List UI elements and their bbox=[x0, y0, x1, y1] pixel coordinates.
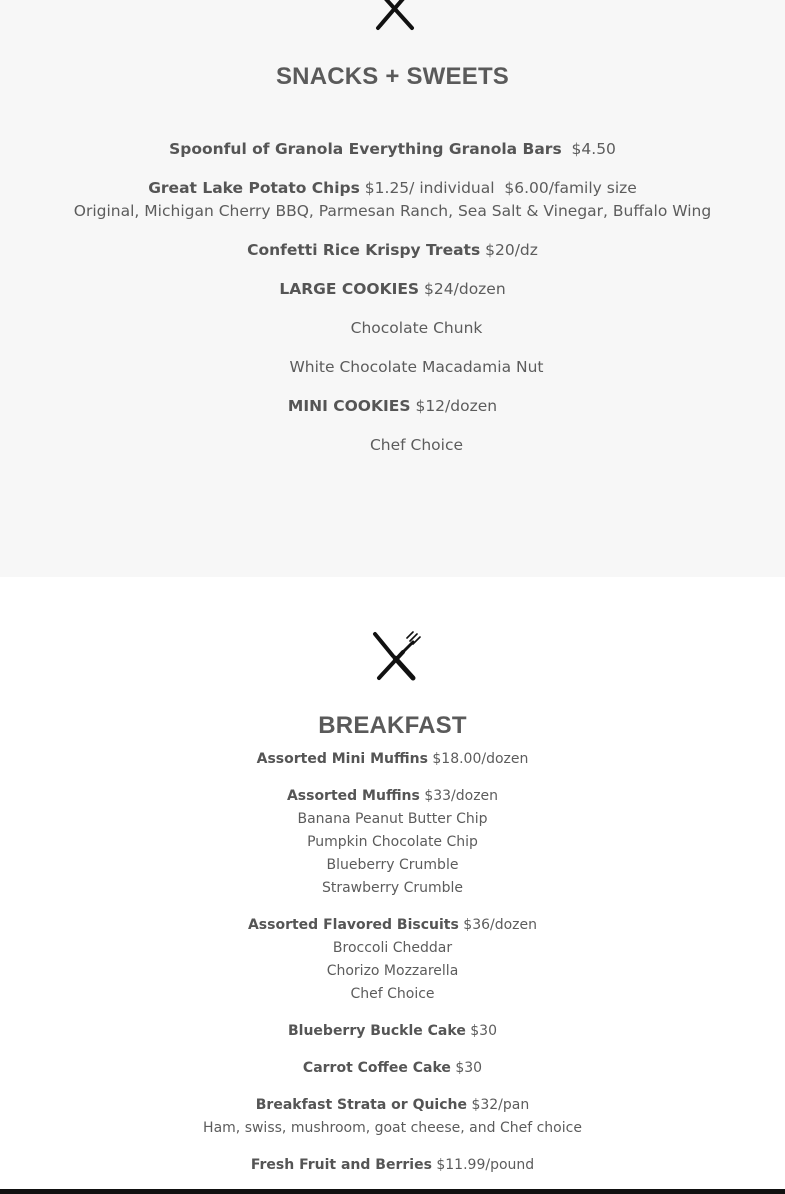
item-price: $20/dz bbox=[485, 241, 538, 259]
item-name: LARGE COOKIES bbox=[279, 280, 420, 298]
item-price: $24/dozen bbox=[424, 280, 506, 298]
section-title-breakfast: BREAKFAST bbox=[318, 712, 467, 739]
item-name: Assorted Muffins bbox=[286, 788, 420, 804]
item-description: Original, Michigan Cherry BBQ, Parmesan Ranch, Sea Salt & Vinegar, Buffalo Wing bbox=[73, 202, 712, 220]
item-price: $32/pan bbox=[471, 1097, 530, 1113]
menu-item bbox=[0, 1097, 785, 1113]
item-description: Ham, swiss, mushroom, goat cheese, and Chef choice bbox=[203, 1120, 582, 1136]
snacks-section bbox=[0, 0, 785, 577]
item-name: Spoonful of Granola Everything Granola Bars bbox=[169, 140, 562, 158]
item-option: Banana Peanut Butter Chip bbox=[297, 811, 488, 827]
item-price: $30 bbox=[455, 1060, 483, 1076]
menu-item bbox=[0, 1060, 785, 1076]
bottom-border bbox=[0, 1189, 785, 1194]
item-price: $33/dozen bbox=[424, 788, 499, 804]
menu-item bbox=[0, 917, 785, 933]
item-price: $18.00/dozen bbox=[432, 751, 529, 767]
item-name: Fresh Fruit and Berries bbox=[250, 1157, 432, 1173]
menu-item bbox=[0, 241, 785, 259]
item-price: $1.25/ individual $6.00/family size bbox=[364, 179, 637, 197]
item-name: Blueberry Buckle Cake bbox=[287, 1023, 466, 1039]
item-name: Assorted Mini Muffins bbox=[256, 751, 428, 767]
menu-item bbox=[0, 751, 785, 767]
item-option: Blueberry Crumble bbox=[326, 857, 459, 873]
item-name: Breakfast Strata or Quiche bbox=[255, 1097, 467, 1113]
item-option: Chef Choice bbox=[350, 986, 435, 1002]
item-price: $12/dozen bbox=[415, 397, 498, 415]
menu-item bbox=[0, 280, 785, 298]
item-option: Broccoli Cheddar bbox=[332, 940, 453, 956]
item-option: Chorizo Mozzarella bbox=[326, 963, 459, 979]
item-name: Great Lake Potato Chips bbox=[148, 179, 360, 197]
item-name: Confetti Rice Krispy Treats bbox=[247, 241, 481, 259]
item-option: Pumpkin Chocolate Chip bbox=[307, 834, 478, 850]
item-name: Carrot Coffee Cake bbox=[302, 1060, 451, 1076]
item-price: $4.50 bbox=[571, 140, 616, 158]
fork-knife-icon bbox=[369, 628, 425, 684]
menu-item bbox=[0, 179, 785, 197]
item-description: Chef Choice bbox=[369, 436, 464, 454]
item-option: Strawberry Crumble bbox=[321, 880, 464, 896]
item-price: $30 bbox=[470, 1023, 497, 1039]
fork-knife-icon bbox=[370, 0, 422, 34]
menu-item bbox=[0, 397, 785, 415]
item-description: White Chocolate Macadamia Nut bbox=[289, 358, 544, 376]
menu-item bbox=[0, 788, 785, 804]
menu-item bbox=[0, 1157, 785, 1173]
breakfast-section bbox=[0, 577, 785, 1190]
item-price: $11.99/pound bbox=[436, 1157, 535, 1173]
menu-item bbox=[0, 140, 785, 158]
section-title-snacks: SNACKS + SWEETS bbox=[275, 63, 510, 90]
menu-item bbox=[0, 1023, 785, 1039]
item-description: Chocolate Chunk bbox=[350, 319, 483, 337]
item-name: MINI COOKIES bbox=[287, 397, 411, 415]
item-name: Assorted Flavored Biscuits bbox=[247, 917, 459, 933]
item-price: $36/dozen bbox=[463, 917, 538, 933]
